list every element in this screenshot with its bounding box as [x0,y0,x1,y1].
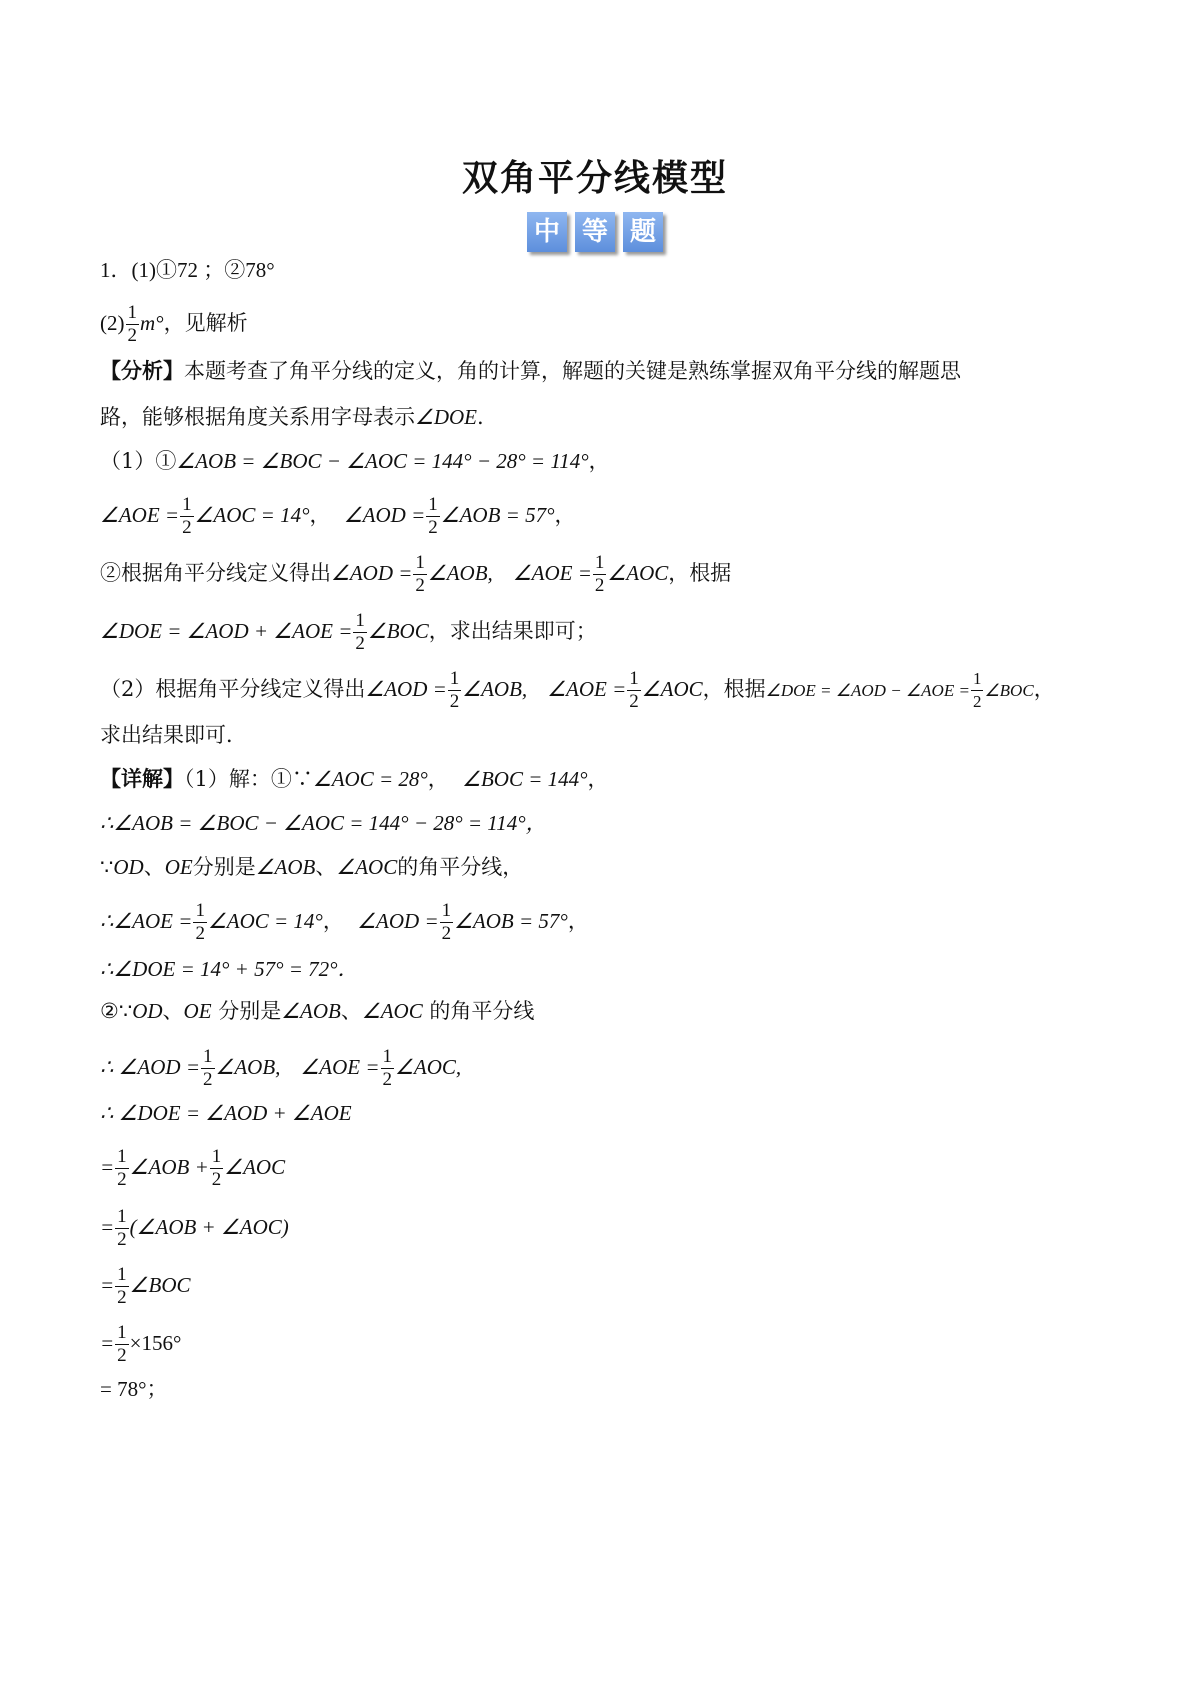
analysis-part1-a: （1）①∠AOB = ∠BOC − ∠AOC = 144° − 28° = 114°， [100,449,610,473]
detail-label: 【详解】 [100,766,184,791]
analysis-part3: （2）根据角平分线定义得出∠AOD = $\frac{1}{2}$ ∠AOB, ∠AOE = $\frac{1}{2}$ ∠AOC，根据∠DOE = ∠AOD − ∠AOE = $\frac{1}{2}$ ∠BOC， [100,668,1055,712]
detail-line-2: ∴∠AOB = ∠BOC − ∠AOC = 144° − 28° = 114°， [100,811,547,835]
detail-line-5: ∴∠DOE = 14° + 57° = 72°． [100,957,359,981]
detail-line-10: = $\frac{1}{2}$ (∠AOB + ∠AOC) [100,1206,289,1250]
analysis-line-2: 路，能够根据角度关系用字母表示∠DOE. [100,405,484,429]
badge-char-3: 题 [623,212,663,252]
detail-line-3: ∵OD、OE分别是∠AOB、∠AOC的角平分线， [100,855,524,879]
page-title: 双角平分线模型 [461,158,728,199]
analysis-line-1: 【分析】本题考查了角平分线的定义，角的计算，解题的关键是熟练掌握双角平分线的解题思 [100,358,961,383]
difficulty-badge [0,212,1190,252]
detail-line-4: ∴∠AOE = $\frac{1}{2}$ ∠AOC = 14°， ∠AOD = $\frac{1}{2}$ ∠AOB = 57°， [100,900,589,944]
answer-line-2: (2) $\frac{1}{2}$ m°，见解析 [100,302,248,346]
analysis-part3-end: 求出结果即可． [100,723,247,747]
fraction: $\frac{1}{2}$ [127,302,137,346]
answer-line-1: 1．(1)①72 ；②78° [100,258,275,282]
detail-line-13: = 78°； [100,1377,168,1401]
detail-line-11: = $\frac{1}{2}$ ∠BOC [100,1264,191,1308]
detail-line-1: 【详解】（1）解：①∵∠AOC = 28°， ∠BOC = 144°， [100,766,609,791]
analysis-part2-b: ∠DOE = ∠AOD + ∠AOE = $\frac{1}{2}$ ∠BOC，求出结果即可； [100,610,597,654]
badge-char-2: 等 [575,212,615,252]
detail-line-12: = $\frac{1}{2}$ ×156° [100,1322,182,1366]
analysis-label: 【分析】 [100,358,184,383]
analysis-part1-b: ∠AOE = $\frac{1}{2}$ ∠AOC = 14°， ∠AOD = $\frac{1}{2}$ ∠AOB = 57°， [100,494,576,538]
badge-char-1: 中 [527,212,567,252]
analysis-part2-a: ②根据角平分线定义得出∠AOD = $\frac{1}{2}$ ∠AOB, ∠AOE = $\frac{1}{2}$ ∠AOC，根据 [100,552,732,596]
detail-line-7: ∴ ∠AOD = $\frac{1}{2}$ ∠AOB, ∠AOE = $\frac{1}{2}$ ∠AOC, [100,1046,462,1090]
detail-line-6: ②∵OD、OE 分别是∠AOB、∠AOC 的角平分线 [100,999,535,1023]
detail-line-9: = $\frac{1}{2}$ ∠AOB + $\frac{1}{2}$ ∠AOC [100,1146,286,1190]
detail-line-8: ∴ ∠DOE = ∠AOD + ∠AOE [100,1101,352,1125]
